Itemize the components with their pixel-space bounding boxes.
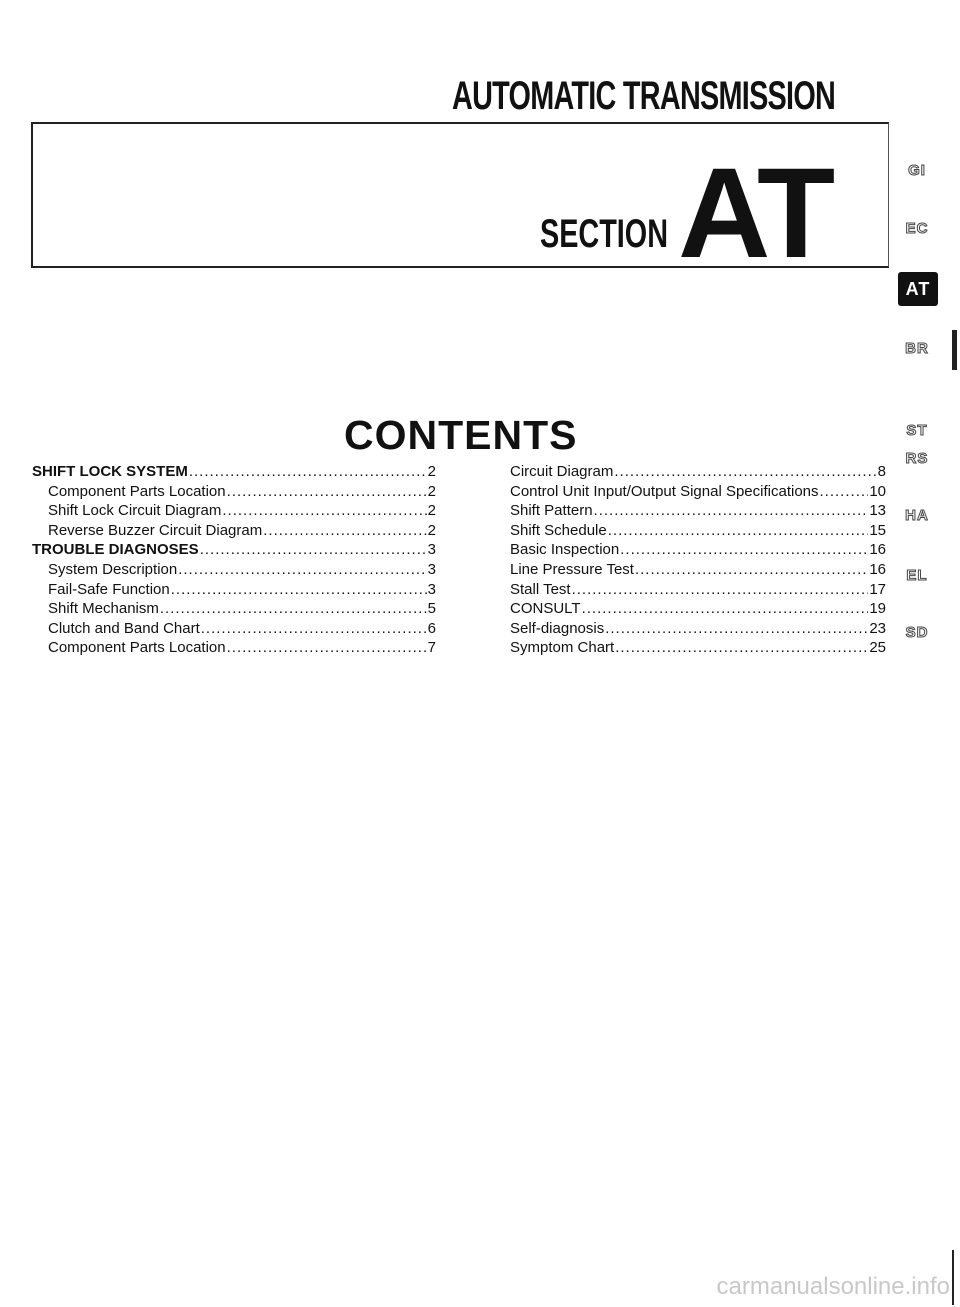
toc-entry[interactable] xyxy=(32,599,436,619)
toc-entry-page: 8 xyxy=(877,463,886,480)
toc-entry-page: 2 xyxy=(427,482,436,500)
toc-leader-dots xyxy=(608,521,869,541)
toc-entry-title: System Description xyxy=(48,560,178,578)
side-tab-ec[interactable]: EC xyxy=(905,220,929,237)
toc-entry-page: 6 xyxy=(427,619,436,637)
toc-leader-dots xyxy=(263,521,426,541)
side-tab-st[interactable]: ST xyxy=(906,422,928,439)
side-tab-rs[interactable]: RS xyxy=(905,450,929,467)
toc-leader-dots xyxy=(171,580,427,600)
toc-leader-dots xyxy=(189,462,427,482)
toc-entry[interactable] xyxy=(494,638,886,658)
toc-leader-dots xyxy=(178,560,426,580)
toc-entry-title: Fail-Safe Function xyxy=(48,580,170,598)
toc-entry[interactable] xyxy=(494,619,886,639)
toc-entry-title: Component Parts Location xyxy=(48,482,226,500)
toc-entry-title: Basic Inspection xyxy=(510,541,620,559)
toc-entry[interactable] xyxy=(494,580,886,600)
toc-entry-page: 16 xyxy=(869,541,886,559)
toc-entry-page: 10 xyxy=(869,482,886,500)
toc-entry-title: Stall Test xyxy=(510,580,571,598)
toc-entry[interactable] xyxy=(32,580,436,600)
toc-entry-page: 2 xyxy=(427,521,436,539)
toc-entry-title: Clutch and Band Chart xyxy=(48,619,200,637)
toc-entry-title: CONSULT xyxy=(510,600,581,618)
toc-entry-page: 23 xyxy=(869,619,886,637)
toc-entry-page: 15 xyxy=(869,521,886,539)
toc-entry[interactable] xyxy=(32,501,436,521)
toc-entry-page: 5 xyxy=(427,600,436,618)
toc-right-column xyxy=(494,462,886,658)
toc-leader-dots xyxy=(820,482,869,502)
toc-entry[interactable] xyxy=(32,462,436,482)
toc-entry[interactable] xyxy=(32,482,436,502)
toc-leader-dots xyxy=(582,599,869,619)
toc-leader-dots xyxy=(635,560,868,580)
toc-leader-dots xyxy=(572,580,869,600)
toc-entry[interactable] xyxy=(32,619,436,639)
toc-entry-title: Line Pressure Test xyxy=(510,560,634,578)
side-tab-sd[interactable]: SD xyxy=(905,624,929,641)
page-header-title: AUTOMATIC TRANSMISSION xyxy=(452,74,836,118)
toc-entry[interactable] xyxy=(32,560,436,580)
toc-entry-title: SHIFT LOCK SYSTEM xyxy=(32,463,188,480)
toc-entry[interactable] xyxy=(494,501,886,521)
toc-entry-page: 16 xyxy=(869,560,886,578)
toc-entry-title: Shift Schedule xyxy=(510,521,607,539)
toc-entry-title: TROUBLE DIAGNOSES xyxy=(32,541,199,559)
toc-entry-title: Reverse Buzzer Circuit Diagram xyxy=(48,521,263,539)
toc-entry-title: Circuit Diagram xyxy=(510,463,614,480)
toc-entry[interactable] xyxy=(494,482,886,502)
toc-entry-title: Self-diagnosis xyxy=(510,619,605,637)
toc-entry[interactable] xyxy=(494,560,886,580)
toc-leader-dots xyxy=(620,540,868,560)
toc-entry-page: 19 xyxy=(869,600,886,618)
toc-entry-title: Shift Pattern xyxy=(510,502,593,520)
toc-leader-dots xyxy=(614,462,876,482)
edge-mark-lower xyxy=(952,1250,954,1305)
side-tab-el[interactable]: EL xyxy=(906,567,928,584)
toc-entry-page: 17 xyxy=(869,580,886,598)
toc-entry[interactable] xyxy=(32,540,436,560)
watermark: carmanualsonline.info xyxy=(716,1273,950,1300)
toc-entry-page: 25 xyxy=(869,639,886,657)
toc-entry-page: 2 xyxy=(427,502,436,520)
toc-entry[interactable] xyxy=(32,521,436,541)
toc-leader-dots xyxy=(605,619,868,639)
toc-entry-title: Shift Lock Circuit Diagram xyxy=(48,502,222,520)
toc-entry[interactable] xyxy=(494,599,886,619)
toc-leader-dots xyxy=(200,540,427,560)
toc-entry-title: Symptom Chart xyxy=(510,639,615,657)
toc-entry[interactable] xyxy=(494,462,886,482)
toc-leader-dots xyxy=(222,501,426,521)
toc-entry[interactable] xyxy=(494,521,886,541)
side-tab-br[interactable]: BR xyxy=(905,340,929,357)
toc-entry-page: 7 xyxy=(427,639,436,657)
toc-leader-dots xyxy=(227,638,427,658)
section-word: SECTION xyxy=(540,212,669,256)
toc-leader-dots xyxy=(594,501,869,521)
toc-entry-title: Control Unit Input/Output Signal Specifications xyxy=(510,482,819,500)
toc-entry[interactable] xyxy=(494,540,886,560)
side-tab-gi[interactable]: GI xyxy=(908,162,926,179)
edge-mark-top xyxy=(952,330,957,370)
toc-left-column xyxy=(32,462,436,658)
contents-title: CONTENTS xyxy=(344,412,578,458)
toc-entry[interactable] xyxy=(32,638,436,658)
side-tab-at[interactable]: AT xyxy=(898,272,938,306)
toc-entry-page: 3 xyxy=(427,560,436,578)
toc-entry-page: 2 xyxy=(427,463,436,480)
toc-entry-page: 3 xyxy=(427,580,436,598)
toc-leader-dots xyxy=(615,638,868,658)
toc-entry-page: 3 xyxy=(427,541,436,559)
section-code: AT xyxy=(678,142,832,285)
toc-entry-title: Component Parts Location xyxy=(48,639,226,657)
toc-entry-page: 13 xyxy=(869,502,886,520)
toc-leader-dots xyxy=(227,482,427,502)
side-tab-ha[interactable]: HA xyxy=(905,507,929,524)
toc-entry-title: Shift Mechanism xyxy=(48,600,159,618)
toc-leader-dots xyxy=(160,599,427,619)
toc-leader-dots xyxy=(201,619,427,639)
